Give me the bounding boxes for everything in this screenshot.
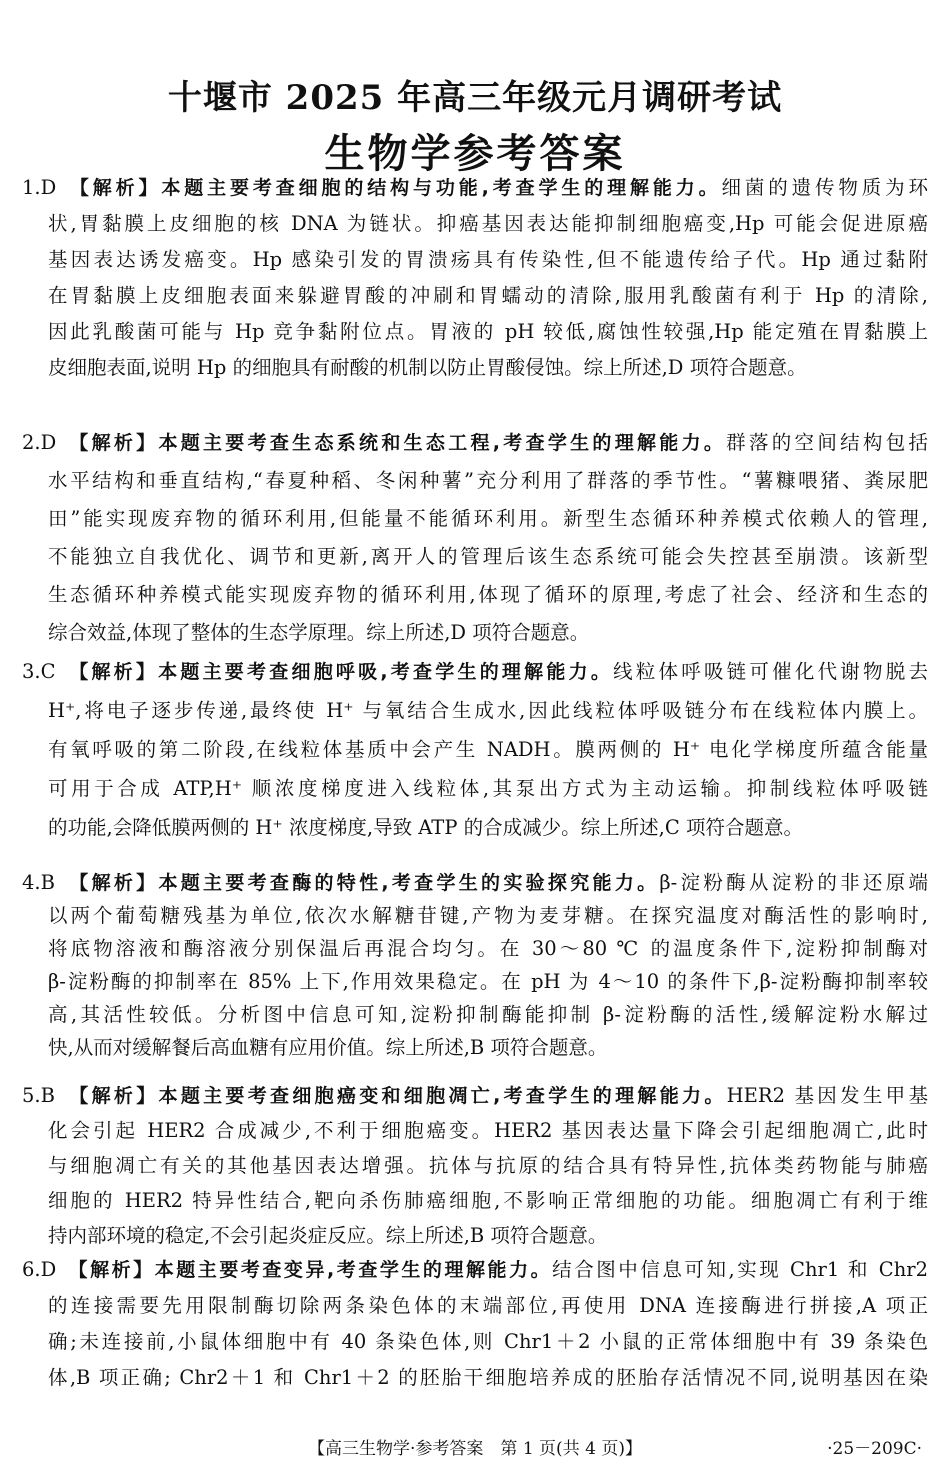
document-code: ·25－209C· [827,1439,922,1459]
answer-first-line [22,652,928,691]
analysis-text: β-淀粉酶从淀粉的非还原端 [659,871,928,894]
analysis-lead: 【解析】本题主要考查变异,考查学生的理解能力。 [66,1259,553,1281]
analysis-line: 将底物溶液和酶溶液分别保温后再混合均匀。在 30～80 ℃ 的温度条件下,淀粉抑制酶对 [48,937,928,960]
answer-first-line [22,424,928,462]
answer-first-line [22,1252,928,1288]
analysis-line: 快,从而对缓解餐后高血糖有应用价值。综上所述,B 项符合题意。 [48,1036,608,1059]
analysis-text: HER2 基因发生甲基 [726,1084,928,1107]
analysis-line: 细胞的 HER2 特异性结合,靶向杀伤肺癌细胞,不影响正常细胞的功能。细胞凋亡有利于维 [48,1189,928,1212]
document-title: 十堰市 2025 年高三年级元月调研考试 [167,78,783,118]
question-number: 5.B [22,1084,55,1107]
analysis-line: 确;未连接前,小鼠体细胞中有 40 条染色体,则 Chr1＋2 小鼠的正常体细胞中有 39 条染色 [48,1330,928,1353]
answer-item [22,652,928,847]
answer-first-line [22,1078,928,1113]
analysis-line: 以两个葡萄糖残基为单位,依次水解糖苷键,产物为麦芽糖。在探究温度对酶活性的影响时, [48,904,928,927]
answer-item [22,1078,928,1253]
analysis-lead: 【解析】本题主要考查细胞癌变和细胞凋亡,考查学生的理解能力。 [66,1085,727,1107]
analysis-lead: 【解析】本题主要考查细胞呼吸,考查学生的理解能力。 [66,661,614,683]
analysis-line: 不能独立自我优化、调节和更新,离开人的管理后该生态系统可能会失控甚至崩溃。该新型 [48,545,928,568]
analysis-line: 体,B 项正确; Chr2＋1 和 Chr1＋2 的胚胎干细胞培养成的胚胎存活情况不同,说明基因在染 [48,1366,928,1389]
analysis-line: 有氧呼吸的第二阶段,在线粒体基质中会产生 NADH。膜两侧的 H⁺ 电化学梯度所蕴含能量 [48,738,928,761]
analysis-text: 结合图中信息可知,实现 Chr1 和 Chr2 [552,1258,928,1281]
analysis-line: 水平结构和垂直结构,“春夏种稻、冬闲种薯”充分利用了群落的季节性。“薯糠喂猪、粪尿肥 [48,469,928,492]
answer-first-line [22,866,928,899]
document-subtitle: 生物学参考答案 [324,130,626,177]
analysis-line: 高,其活性较低。分析图中信息可知,淀粉抑制酶能抑制 β-淀粉酶的活性,缓解淀粉水解过 [48,1003,928,1026]
analysis-line: 的功能,会降低膜两侧的 H⁺ 浓度梯度,导致 ATP 的合成减少。综上所述,C 项符合题意。 [48,816,803,839]
analysis-line: H⁺,将电子逐步传递,最终使 H⁺ 与氧结合生成水,因此线粒体呼吸链分布在线粒体内膜上。 [48,699,928,722]
analysis-line: 在胃黏膜上皮细胞表面来躲避胃酸的冲刷和胃蠕动的清除,服用乳酸菌有利于 Hp 的清除, [48,284,928,307]
analysis-line: 皮细胞表面,说明 Hp 的细胞具有耐酸的机制以防止胃酸侵蚀。综上所述,D 项符合题意。 [48,356,807,379]
question-number: 2.D [22,431,57,454]
analysis-line: 的连接需要先用限制酶切除两条染色体的末端部位,再使用 DNA 连接酶进行拼接,A 项正 [48,1294,928,1317]
analysis-line: 化会引起 HER2 合成减少,不利于细胞癌变。HER2 基因表达量下降会引起细胞凋亡,此时 [48,1119,928,1142]
question-number: 3.C [22,660,56,683]
analysis-line: 生态循环种养模式能实现废弃物的循环利用,体现了循环的原理,考虑了社会、经济和生态的 [48,583,928,606]
answer-item [22,170,928,386]
analysis-text: 细菌的遗传物质为环 [721,176,928,199]
page-footer: 【高三生物学·参考答案 第 1 页(共 4 页)】 [308,1439,642,1459]
analysis-line: 持内部环境的稳定,不会引起炎症反应。综上所述,B 项符合题意。 [48,1224,608,1247]
analysis-line: 与细胞凋亡有关的其他基因表达增强。抗体与抗原的结合具有特异性,抗体类药物能与肺癌 [48,1154,928,1177]
answer-item [22,866,928,1064]
analysis-line: 因此乳酸菌可能与 Hp 竞争黏附位点。胃液的 pH 较低,腐蚀性较强,Hp 能定殖在胃黏膜上 [48,320,928,343]
analysis-line: β-淀粉酶的抑制率在 85% 上下,作用效果稳定。在 pH 为 4～10 的条件下,β-淀粉酶抑制率较 [48,970,928,993]
analysis-line: 状,胃黏膜上皮细胞的核 DNA 为链状。抑癌基因表达能抑制细胞癌变,Hp 可能会促进原癌 [48,212,928,235]
answer-item [22,1252,928,1396]
analysis-lead: 【解析】本题主要考查生态系统和生态工程,考查学生的理解能力。 [66,432,727,454]
analysis-line: 综合效益,体现了整体的生态学原理。综上所述,D 项符合题意。 [48,621,590,644]
analysis-line: 可用于合成 ATP,H⁺ 顺浓度梯度进入线粒体,其泵出方式为主动运输。抑制线粒体呼吸链 [48,777,928,800]
analysis-lead: 【解析】本题主要考查酶的特性,考查学生的实验探究能力。 [66,872,660,894]
question-number: 4.B [22,871,55,894]
answer-item [22,424,928,652]
analysis-line: 田”能实现废弃物的循环利用,但能量不能循环利用。新型生态循环种养模式依赖人的管理, [48,507,928,530]
analysis-lead: 【解析】本题主要考查细胞的结构与功能,考查学生的理解能力。 [66,177,722,199]
question-number: 1.D [22,176,57,199]
analysis-text: 群落的空间结构包括 [726,431,928,454]
analysis-line: 基因表达诱发癌变。Hp 感染引发的胃溃疡具有传染性,但不能遗传给子代。Hp 通过黏附 [48,248,928,271]
question-number: 6.D [22,1258,57,1281]
answer-first-line [22,170,928,206]
analysis-text: 线粒体呼吸链可催化代谢物脱去 [613,660,928,683]
